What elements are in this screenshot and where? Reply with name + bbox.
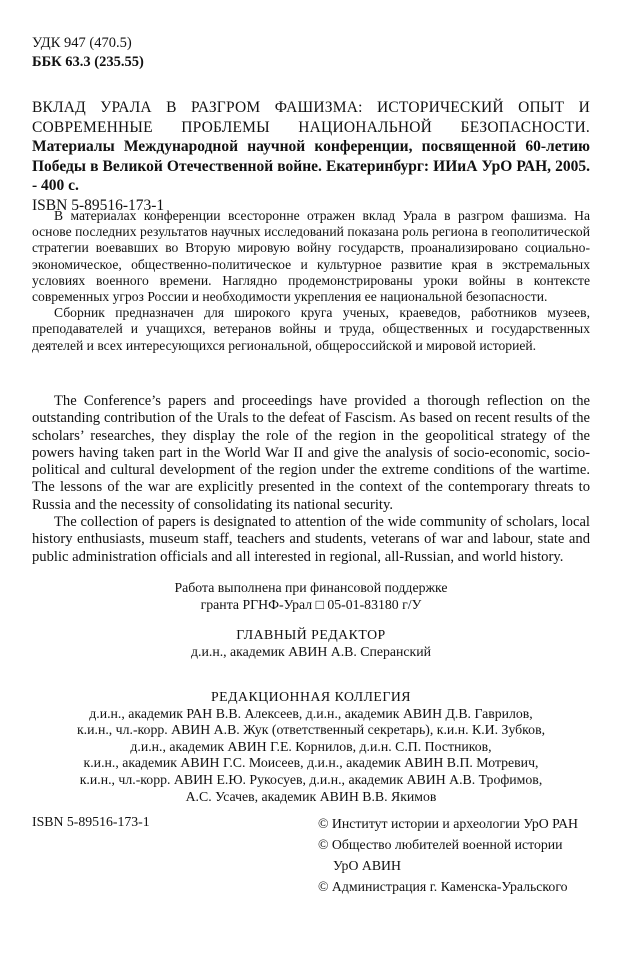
board-member-line: А.С. Усачев, академик АВИН В.В. Якимов bbox=[185, 788, 437, 804]
board-member-line: к.и.н., академик АВИН Г.С. Моисеев, д.и.н., академик АВИН В.П. Мотревич, bbox=[83, 755, 539, 771]
bibliographic-record bbox=[32, 98, 590, 215]
abstract-paragraph: В материалах конференции всесторонне отражен вклад Урала в разгром фашизма. На основе последних результатов научных исследований показана роль региона в геополитической стратегии воевавших во Вторую мировую войну государств, проанализировано социально-экономическое, общественно-политическое и культурное развитие края в экстремальных условиях военного времени. Наглядно продемонстрированы уроки войны в контексте современных угроз России и необходимости укрепления ее национальной безопасности. bbox=[32, 208, 590, 305]
funding-line: Работа выполнена при финансовой поддержке bbox=[174, 580, 448, 595]
abstract-paragraph: The collection of papers is designated to attention of the wide community of scholars, local history enthusiasts, museum staff, teachers and students, veterans of war and labour, state and public administration officials and all interested in regional, all-Russian, and world history. bbox=[32, 514, 590, 565]
copyright-line: © Институт истории и археологии УрО РАН bbox=[318, 816, 579, 831]
funding-line: гранта РГНФ-Урал □ 05-01-83180 г/У bbox=[200, 596, 422, 612]
abstract-paragraph: The Conference’s papers and proceedings have provided a thorough reflection on the outstanding contribution of the Urals to the defeat of Fascism. As based on recent results of the scholars’ researches, they display the role of the region in the geopolitical strategy of the powers having taken part in the World War II and give the analysis of socio-economic, socio-political and cultural development of the region under the extreme conditions of the wartime. The lessons of the war are explicitly presented in the context of the contemporary threats to Russia and the necessity of consolidating its national security. bbox=[32, 393, 590, 513]
udk-code: УДК 947 (470.5) bbox=[32, 35, 132, 51]
footer-isbn: ISBN 5-89516-173-1 bbox=[32, 814, 150, 829]
publication-details: Материалы Международной научной конференции, посвященной 60-летию Победы в Великой Отечественной войне. Екатеринбург: ИИиА УрО РАН, 2005. - 400 с. bbox=[32, 138, 590, 194]
abstract-paragraph: Сборник предназначен для широкого круга ученых, краеведов, работников музеев, преподавателей и учащихся, ветеранов войны и труда, общественных и государственных деятелей и всех интересующихся региональной, общероссийской и мировой историей. bbox=[32, 305, 590, 353]
abstract-english bbox=[32, 393, 590, 566]
isbn-line: ISBN 5-89516-173-1 bbox=[32, 196, 165, 214]
copyright-line: © Общество любителей военной истории bbox=[318, 837, 563, 852]
chief-editor-block bbox=[32, 627, 590, 660]
editorial-board-block bbox=[32, 689, 590, 805]
funding-note bbox=[32, 580, 590, 613]
classification-codes bbox=[32, 34, 144, 72]
chief-editor-heading: ГЛАВНЫЙ РЕДАКТОР bbox=[236, 627, 386, 642]
copyright-line: УрО АВИН bbox=[333, 858, 401, 873]
copyright-block bbox=[318, 813, 578, 897]
copyright-line: © Администрация г. Каменска-Уральского bbox=[318, 879, 568, 894]
abstract-russian bbox=[32, 208, 590, 354]
book-title: ВКЛАД УРАЛА В РАЗГРОМ ФАШИЗМА: ИСТОРИЧЕСКИЙ ОПЫТ И СОВРЕМЕННЫЕ ПРОБЛЕМЫ НАЦИОНАЛЬНОЙ БЕЗОПАСНОСТИ. bbox=[32, 99, 590, 136]
board-member-line: к.и.н., чл.-корр. АВИН А.В. Жук (ответственный секретарь), к.и.н. К.И. Зубков, bbox=[76, 722, 546, 738]
board-member-line: д.и.н., академик АВИН Г.Е. Корнилов, д.и.н. С.П. Постников, bbox=[130, 738, 492, 754]
board-member-line: д.и.н., академик РАН В.В. Алексеев, д.и.н., академик АВИН Д.В. Гаврилов, bbox=[89, 705, 533, 721]
chief-editor-name: д.и.н., академик АВИН А.В. Сперанский bbox=[191, 643, 431, 659]
bbk-code: ББК 63.3 (235.55) bbox=[32, 54, 144, 70]
board-member-line: к.и.н., чл.-корр. АВИН Е.Ю. Рукосуев, д.и.н., академик АВИН А.В. Трофимов, bbox=[79, 771, 543, 787]
editorial-board-heading: РЕДАКЦИОННАЯ КОЛЛЕГИЯ bbox=[210, 689, 412, 704]
editorial-board-members bbox=[32, 706, 590, 806]
